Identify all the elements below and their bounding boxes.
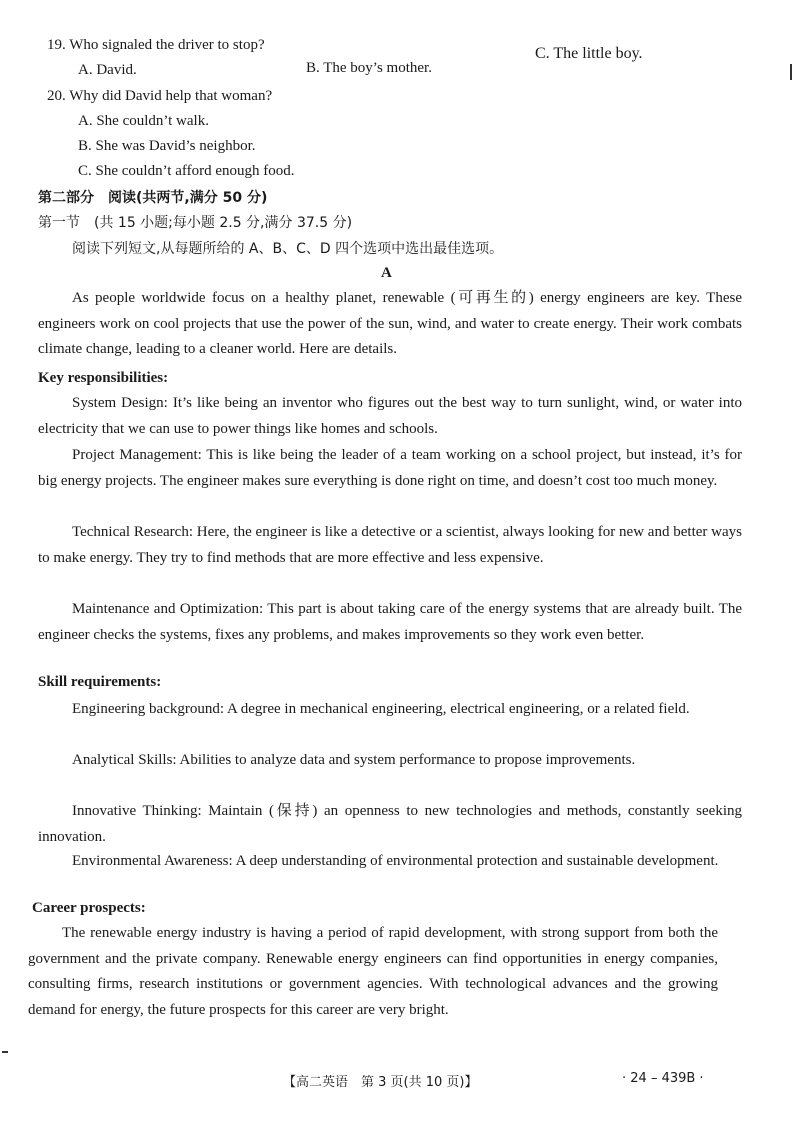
question-19-option-a: A. David.: [78, 62, 137, 78]
question-20-stem: 20. Why did David help that woman?: [47, 88, 273, 104]
responsibility-maintenance: Maintenance and Optimization: This part is about taking care of the energy systems that are already built. The engineer checks the systems, fixes any problems, and makes improvements so they work even better.: [38, 601, 742, 643]
skill-analytical: Analytical Skills: Abilities to analyze data and system performance to propose improvements.: [72, 752, 636, 768]
question-20-option-c: C. She couldn’t afford enough food.: [78, 163, 295, 179]
scan-tick-mark: [2, 1051, 8, 1053]
skill-innovative-thinking: Innovative Thinking: Maintain (保持) an openness to new technologies and methods, constantly seeking innovation.: [38, 803, 742, 845]
passage-title: A: [381, 265, 392, 281]
question-19-option-b: B. The boy’s mother.: [306, 60, 432, 76]
section-subsection-heading: 第一节 (共 15 小题;每小题 2.5 分,满分 37.5 分): [38, 215, 353, 231]
skill-environmental-awareness: Environmental Awareness: A deep understanding of environmental protection and sustainable development.: [72, 853, 719, 869]
footer-code: · 24 – 439B ·: [622, 1071, 704, 1086]
question-20-option-a: A. She couldn’t walk.: [78, 113, 209, 129]
responsibility-system-design: System Design: It’s like being an inventor who figures out the best way to turn sunlight, wind, or water into electricity that we can use to power things like homes and schools.: [38, 395, 742, 437]
question-19-option-c: C. The little boy.: [535, 45, 643, 62]
section-part-heading: 第二部分 阅读(共两节,满分 50 分): [38, 190, 268, 206]
question-19-stem: 19. Who signaled the driver to stop?: [47, 37, 265, 53]
career-heading: Career prospects:: [32, 900, 146, 916]
responsibility-project-management: Project Management: This is like being the leader of a team working on a school project, but instead, it’s for big energy projects. The engineer makes sure everything is done right on time, and doesn’t cost too much money.: [38, 447, 742, 489]
responsibilities-heading: Key responsibilities:: [38, 370, 169, 386]
footer-page-info: 【高二英语 第 3 页(共 10 页)】: [283, 1075, 478, 1090]
section-instruction: 阅读下列短文,从每题所给的 A、B、C、D 四个选项中选出最佳选项。: [72, 241, 504, 257]
scan-edge-mark: [790, 64, 792, 80]
responsibility-technical-research: Technical Research: Here, the engineer is like a detective or a scientist, always looking for new and better ways to make energy. They try to find methods that are more effective and less expensive.: [38, 524, 742, 566]
question-20-option-b: B. She was David’s neighbor.: [78, 138, 256, 154]
career-paragraph: The renewable energy industry is having a period of rapid development, with strong support from both the government and the private company. Renewable energy engineers can find opportunities in energy companies, consulting firms, research institutions or government agencies. With technological advances and the growing demand for energy, the future prospects for this career are very bright.: [28, 925, 718, 1018]
skill-engineering-background: Engineering background: A degree in mechanical engineering, electrical engineering, or a related field.: [72, 701, 690, 717]
skills-heading: Skill requirements:: [38, 674, 162, 690]
passage-intro: As people worldwide focus on a healthy planet, renewable (可再生的) energy engineers are key. These engineers work on cool projects that use the power of the sun, wind, and water to create energy. Their work combats climate change, leading to a cleaner world. Here are details.: [38, 290, 742, 357]
